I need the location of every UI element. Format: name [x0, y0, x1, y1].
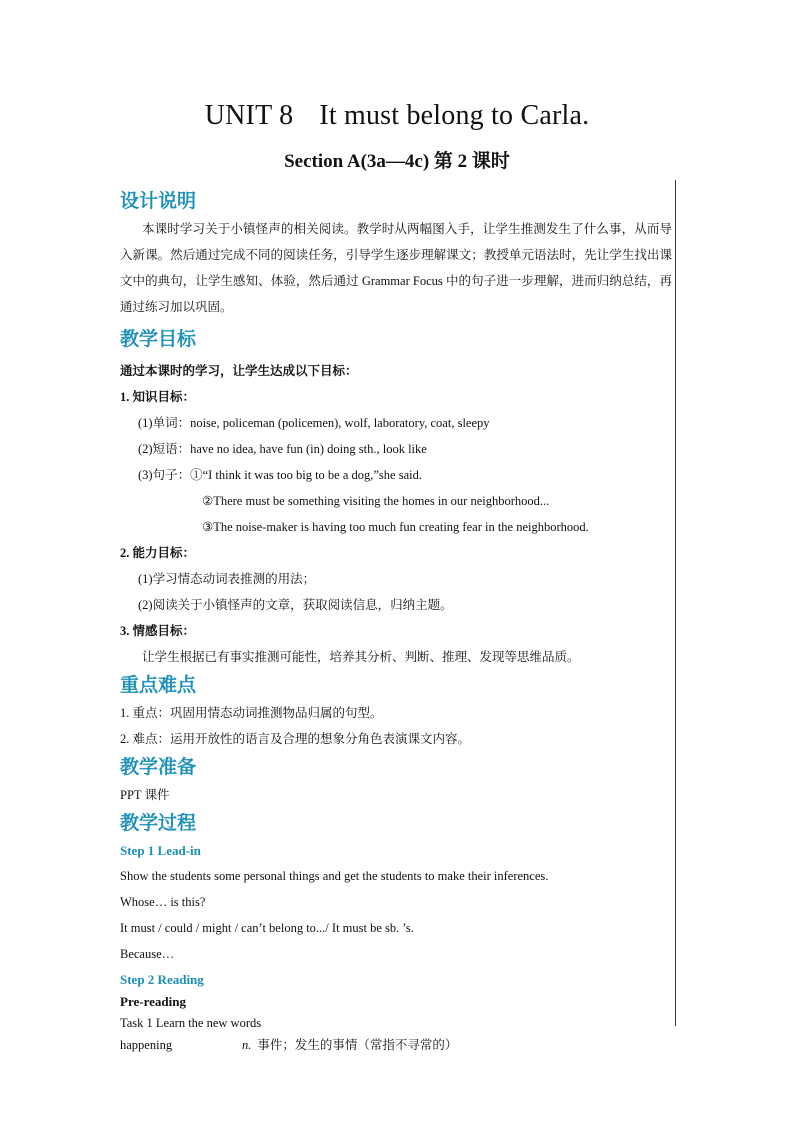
- step-1-line-1: Show the students some personal things and get the students to make their inferences.: [120, 869, 549, 883]
- pre-reading-label: Pre-reading: [120, 994, 186, 1009]
- knowledge-phrases: (2)短语：have no idea, have fun (in) doing sth., look like: [138, 442, 427, 456]
- emotion-text: 让学生根据已有事实推测可能性，培养其分析、判断、推理、发现等思维品质。: [142, 650, 580, 664]
- vocab-meaning: 事件；发生的事情（常指不寻常的）: [257, 1038, 458, 1052]
- ability-label: 2. 能力目标：: [120, 546, 196, 560]
- step-1-line-4: Because…: [120, 947, 175, 961]
- vocab-part-of-speech: n.: [242, 1038, 252, 1052]
- knowledge-sentence-1: [120, 462, 672, 488]
- unit-name: It must belong to Carla.: [319, 100, 590, 131]
- lesson-content: [120, 186, 672, 1056]
- key-point-1: 1. 重点：巩固用情态动词推测物品归属的句型。: [120, 706, 383, 720]
- vocab-row: [120, 1034, 672, 1056]
- design-heading: 设计说明: [120, 190, 197, 212]
- vocab-word: happening: [120, 1038, 173, 1052]
- objectives-heading: 教学目标: [120, 328, 197, 350]
- section-subtitle: Section A(3a—4c) 第 2 课时: [284, 151, 510, 172]
- key-points-heading: 重点难点: [120, 674, 197, 696]
- knowledge-words: (1)单词：noise, policeman (policemen), wolf, laboratory, coat, sleepy: [138, 416, 490, 430]
- knowledge-label: 1. 知识目标：: [120, 390, 196, 404]
- ability-item-2: (2)阅读关于小镇怪声的文章，获取阅读信息，归纳主题。: [138, 598, 453, 612]
- objectives-intro: 通过本课时的学习，让学生达成以下目标：: [120, 364, 358, 378]
- sentence-1-text: ①“I think it was too big to be a dog,”she said.: [190, 468, 422, 482]
- design-text: 本课时学习关于小镇怪声的相关阅读。教学时从两幅图入手，让学生推测发生了什么事，从而导入新课。然后通过完成不同的阅读任务，引导学生逐步理解课文；教授单元语法时，先让学生找出课文中的典句，让学生感知、体验，然后通过 Grammar Focus 中的句子进一步理解，进而归纳总结，再通过练习加以巩固。: [120, 222, 672, 314]
- unit-number: UNIT 8: [204, 100, 294, 131]
- knowledge-sentence-3: ③The noise-maker is having too much fun creating fear in the neighborhood.: [202, 520, 589, 534]
- prep-text: PPT 课件: [120, 788, 170, 802]
- task-1-label: Task 1 Learn the new words: [120, 1016, 262, 1030]
- step-2-title: Step 2 Reading: [120, 972, 204, 987]
- step-1-title: Step 1 Lead-in: [120, 843, 201, 858]
- key-point-2: 2. 难点：运用开放性的语言及合理的想象分角色表演课文内容。: [120, 732, 471, 746]
- sentences-label: (3)句子：: [138, 468, 191, 482]
- unit-title: [0, 100, 794, 132]
- prep-heading: 教学准备: [120, 756, 197, 778]
- emotion-label: 3. 情感目标：: [120, 624, 196, 638]
- step-1-line-2: Whose… is this?: [120, 895, 206, 909]
- process-heading: 教学过程: [120, 812, 197, 834]
- right-border-line: [675, 180, 676, 1026]
- knowledge-sentence-2: ②There must be something visiting the homes in our neighborhood...: [202, 494, 550, 508]
- step-1-line-3: It must / could / might / can’t belong to.../ It must be sb. ’s.: [120, 921, 414, 935]
- ability-item-1: (1)学习情态动词表推测的用法；: [138, 572, 316, 586]
